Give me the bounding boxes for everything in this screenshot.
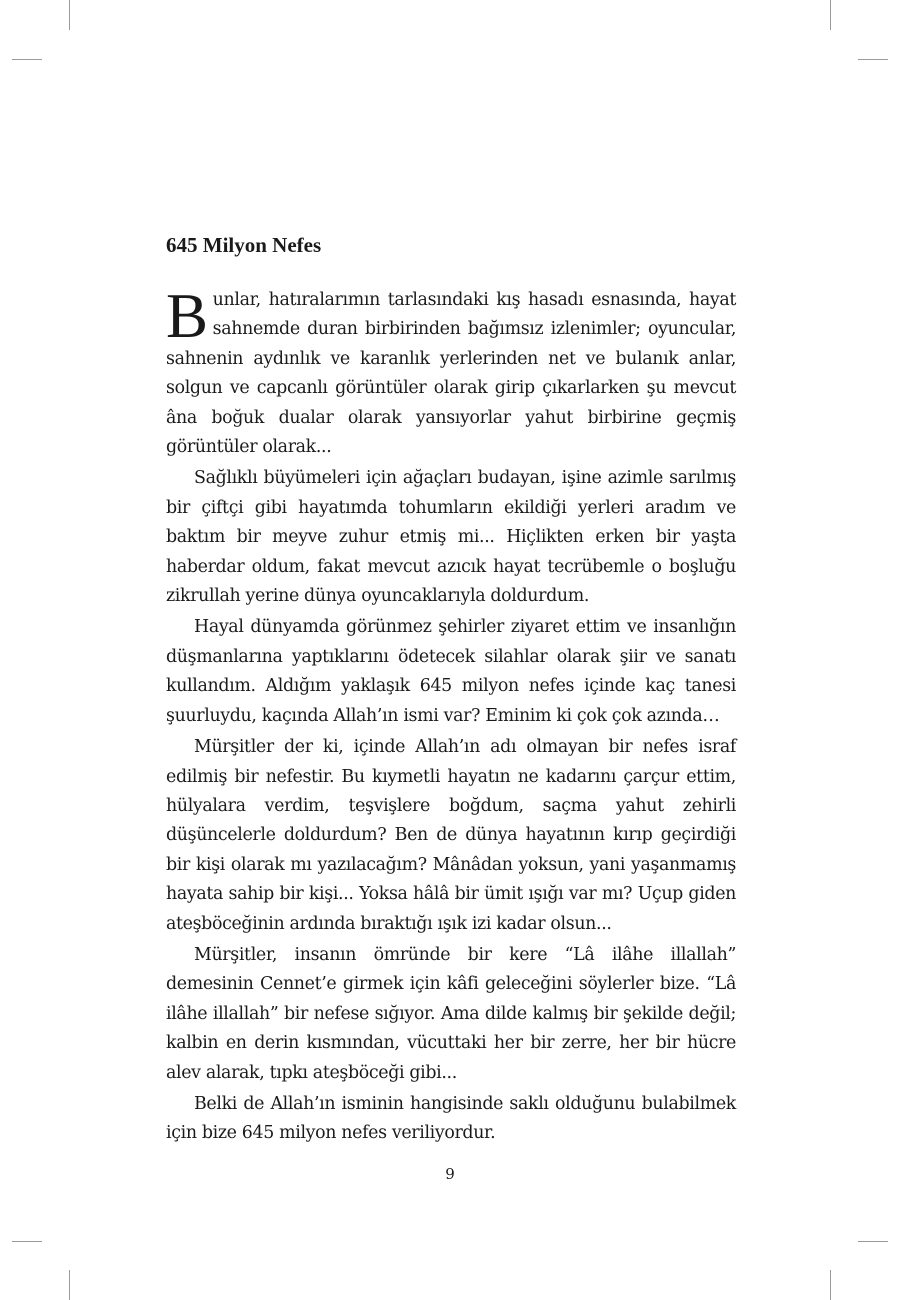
paragraph-5: Mürşitler, insanın ömründe bir kere “Lâ ilâhe illallah” demesinin Cennet’e girmek için kâfi geleceğini söylerler bize. “Lâ ilâhe illallah” bir nefese sığıyor. Ama dilde kalmış bir şekilde değil; kalbin en derin kısmından, vücuttaki her bir zerre, her bir hücre alev alarak, tıpkı ateşböceği gibi... bbox=[166, 944, 736, 1083]
crop-mark-left-bottom bbox=[12, 1241, 42, 1242]
paragraph-1-text: unlar, hatıralarımın tarlasındaki kış hasadı esnasında, hayat sahnemde duran birbirinden bağımsız izlenimler; oyuncular, sahnenin aydınlık ve karanlık yerlerinden net ve bulanık anlar, solgun ve capcanlı görüntüler olarak girip çıkarlarken şu mevcut âna boğuk dualar olarak yansıyorlar yahut birbirine geçmiş görüntüler olarak... bbox=[166, 290, 736, 458]
page-number: 9 bbox=[445, 1165, 455, 1183]
crop-mark-top-left bbox=[69, 0, 70, 30]
crop-mark-right-top bbox=[858, 59, 888, 60]
paragraph-1 bbox=[166, 281, 736, 462]
paragraph-3: Hayal dünyamda görünmez şehirler ziyaret ettim ve insanlığın düşmanlarına yaptıklarını ödetecek silahlar olarak şiir ve sanatı kullandım. Aldığım yaklaşık 645 milyon nefes içinde kaç tanesi şuurluydu, kaçında Allah’ın ismi var? Eminim ki çok çok azında… bbox=[166, 617, 736, 726]
chapter-title: 645 Milyon Nefes bbox=[166, 233, 322, 257]
paragraph-2: Sağlıklı büyümeleri için ağaçları budayan, işine azimle sarılmış bir çiftçi gibi hayatımda tohumların ekildiği yerleri aradım ve baktım bir meyve zuhur etmiş mi... Hiçlikten erken bir yaşta haberdar oldum, fakat mevcut azıcık hayat tecrübemle o boşluğu zikrullah yerine dünya oyuncaklarıyla doldurdum. bbox=[166, 468, 736, 607]
drop-cap: B bbox=[166, 281, 208, 351]
crop-mark-top-right bbox=[830, 0, 831, 30]
crop-mark-left-top bbox=[12, 59, 42, 60]
paragraph-4: Mürşitler der ki, içinde Allah’ın adı olmayan bir nefes israf edilmiş bir nefestir. Bu kıymetli hayatın ne kadarını çarçur ettim, hülyalara verdim, teşvişlere boğdum, saçma yahut zehirli düşüncelerle doldurdum? Ben de dünya hayatının kırıp geçirdiği bir kişi olarak mı yazılacağım? Mânâdan yoksun, yani yaşanmamış hayata sahip bir kişi... Yoksa hâlâ bir ümit ışığı var mı? Uçup giden ateşböceğinin ardında bıraktığı ışık izi kadar olsun... bbox=[166, 737, 736, 934]
body-text bbox=[166, 281, 736, 1151]
crop-mark-right-bottom bbox=[858, 1241, 888, 1242]
crop-mark-bottom-right bbox=[830, 1270, 831, 1300]
paragraph-6: Belki de Allah’ın isminin hangisinde saklı olduğunu bulabilmek için bize 645 milyon nefes veriliyordur. bbox=[166, 1093, 736, 1144]
crop-mark-bottom-left bbox=[69, 1270, 70, 1300]
